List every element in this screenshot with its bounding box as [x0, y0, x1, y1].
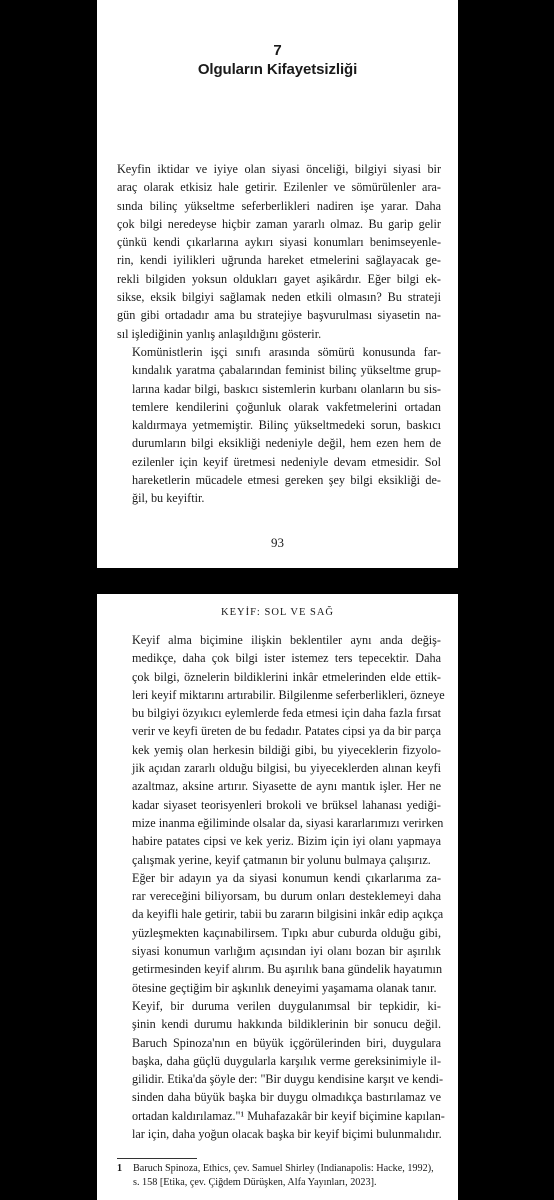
text-line: rar vereceğini biliyorsam, bu durum onları desteklemeyi daha	[132, 889, 441, 904]
book-page-94	[97, 594, 458, 1200]
text-line: Eğer bir adayın ya da siyasi konumun kendi çıkarlarıma za-	[132, 870, 441, 885]
text-line: kındalık yaratma çabalarından feminist bilinç yükseltme grup-	[132, 363, 441, 378]
text-line: Keyfin iktidar ve iyiye olan siyasi önceliği, bilgiyi siyasi bir	[117, 162, 441, 176]
chapter-title: Olguların Kifayetsizliği	[197, 61, 358, 78]
footnote-divider	[117, 1158, 197, 1159]
paragraph	[117, 631, 445, 869]
text-line: gilidir. Etika'da şöyle der: "Bir duygu kendisine karşıt ve kendi-	[132, 1072, 444, 1087]
text-line: çok bilgi neredeyse hiçbir zaman yararlı olmaz. Bu garip gelir	[117, 216, 441, 231]
footnote-number: 1	[117, 1163, 123, 1174]
text-line: larına kadar bilgi, baskıcı sistemlerin kurbanı olanların bu sis-	[132, 381, 441, 396]
text-line: leri keyif miktarını artırabilir. Bilgilenme seferberlikleri, özneye	[132, 687, 445, 702]
text-line: araç olarak etkisiz hale getirir. Ezilenler ve sömürülenler ara-	[117, 180, 441, 195]
text-line: kadar siyaset teorisyenleri brokoli ve brüksel lahanası yediği-	[132, 797, 441, 812]
footnotes	[117, 1162, 441, 1190]
text-line: temlere kendilerini çoğunluk olarak vakfetmelerini ortadan	[132, 399, 441, 414]
text-line: medikçe, daha çok bilgi ister istemez ters tepecektir. Daha	[132, 651, 441, 666]
text-line: şinin kendi durumu hakkında bildiklerinin bir sonucu değil.	[132, 1017, 441, 1032]
text-line: kek yemiş olan herkesin bildiği gibi, bu yiyeceklerin fizyolo-	[132, 742, 441, 757]
text-line: kaldırmaya yetmemiştir. Bilinç yükseltmedeki sorun, baskıcı	[132, 418, 441, 433]
text-line: da keyifli hale getirir, tabii bu zararın bilgisini inkâr edip açıkça	[132, 907, 444, 922]
running-head: KEYİF: SOL VE SAĞ	[221, 607, 334, 618]
text-line: sında bilinç yükseltme seferberlikleri nadiren işe yarar. Daha	[117, 198, 441, 213]
book-page-93	[97, 0, 458, 568]
text-line: sikse, eksik bilgiyi sağlamak neden etkili olmasın? Bu strateji	[117, 290, 441, 305]
text-line: başka, daha güçlü duygularla karşılık verme gereksinimiyle il-	[132, 1053, 441, 1068]
text-line: Keyif, bir duruma verilen duygulanımsal bir tepkidir, ki-	[132, 998, 441, 1013]
paragraph	[117, 160, 441, 343]
text-line: jik açıdan zararlı olduğu bilgisi, bu yiyeceklerden alınan keyfi	[132, 761, 441, 776]
text-line: rekli bilgiden yoksun oldukları gayet aşikârdır. Eğer bilgi ek-	[117, 271, 441, 286]
text-line: ötesine geçtiğim bir aşkınlık deneyimi yaşamama olanak tanır.	[132, 980, 437, 995]
text-line: çünkü kendi çıkarlarına aykırı siyasi konumları benimseyenle-	[117, 235, 441, 250]
text-line: durumların bilgi eksikliği nedeniyle değil, hem ezen hem de	[132, 436, 441, 451]
paragraph	[117, 997, 445, 1143]
text-line: lar için, daha yoğun olacak başka bir keyif biçimi bulunmalıdır.	[132, 1127, 442, 1142]
text-line: habire patates cipsi ve kek yeriz. Bizim için iyi olanı yapmaya	[132, 834, 441, 849]
text-line: sıl işlediğinin yanlış anlaşıldığını gösterir.	[117, 326, 322, 341]
page1-body-text	[117, 160, 441, 508]
text-line: bu bilgiyi özyıkıcı eylemlerde feda etmesi için daha fazla fırsat	[132, 706, 441, 721]
paragraph	[117, 869, 444, 997]
text-line: çalışmak yerine, keyif çatmanın bir yolunu bulmaya çalışırız.	[132, 852, 431, 867]
footnote-line: s. 158 [Etika, çev. Çiğdem Dürüşken, Alfa Yayınları, 2023].	[133, 1177, 377, 1188]
text-line: ezilenler için keyif üretmesi nedeniyle devam etmesidir. Sol	[132, 454, 441, 469]
text-line: azaltmaz, aksine artırır. Siyasette de aynı mantık işler. Her ne	[132, 779, 441, 794]
page2-body-text	[117, 631, 445, 1143]
text-line: sinden daha büyük başka bir duygu olmadıkça bastırılamaz ve	[132, 1090, 441, 1105]
text-line: Komünistlerin işçi sınıfı arasında sömürü konusunda far-	[132, 344, 441, 359]
text-line: hareketlerin mücadele etmesi gereken şey bilgi eksikliği de-	[132, 473, 441, 488]
chapter-number: 7	[273, 42, 282, 59]
text-line: ortadan kaldırılamaz."¹ Muhafazakâr bir keyif biçimine kapılan-	[132, 1108, 445, 1123]
text-line: siyasi konumun varlığım açısından iyi olanı bozan bir aşırılık	[132, 944, 441, 959]
text-line: çok bilgi, öznelerin bildiklerini inkâr etmelerinden elde ettik-	[132, 669, 441, 684]
text-line: getirmesinden keyif alırım. Bu aşırılık bana gündelik hayatımın	[132, 962, 443, 977]
text-line: Baruch Spinoza'nın en büyük içgörülerinden biri, duygulara	[132, 1035, 441, 1050]
text-line: Keyif alma biçimine ilişkin beklentiler aynı anda değiş-	[132, 633, 441, 647]
text-line: mize inanma eğiliminde olsalar da, siyasi kararlarımızı verirken	[132, 815, 444, 830]
text-line: gün gibi ortadadır ama bu stratejiye başvurulması siyasetin na-	[117, 308, 441, 323]
page-number: 93	[271, 535, 284, 550]
paragraph	[117, 343, 441, 508]
text-line: verir ve keyfi üreten de bu fedadır. Patates cipsi ya da bir parça	[132, 724, 441, 739]
text-line: rin, kendi iyilikleri uğrunda hareket etmelerini sağlayacak ge-	[117, 253, 441, 268]
footnote-line: Baruch Spinoza, Ethics, çev. Samuel Shirley (Indianapolis: Hacke, 1992),	[133, 1163, 434, 1174]
footnote	[117, 1162, 441, 1190]
text-line: ğil, bu keyiftir.	[132, 491, 205, 506]
text-line: yüzleşmekten kaçınabilirsem. Tıpkı abur cuburda olduğu gibi,	[132, 925, 441, 940]
